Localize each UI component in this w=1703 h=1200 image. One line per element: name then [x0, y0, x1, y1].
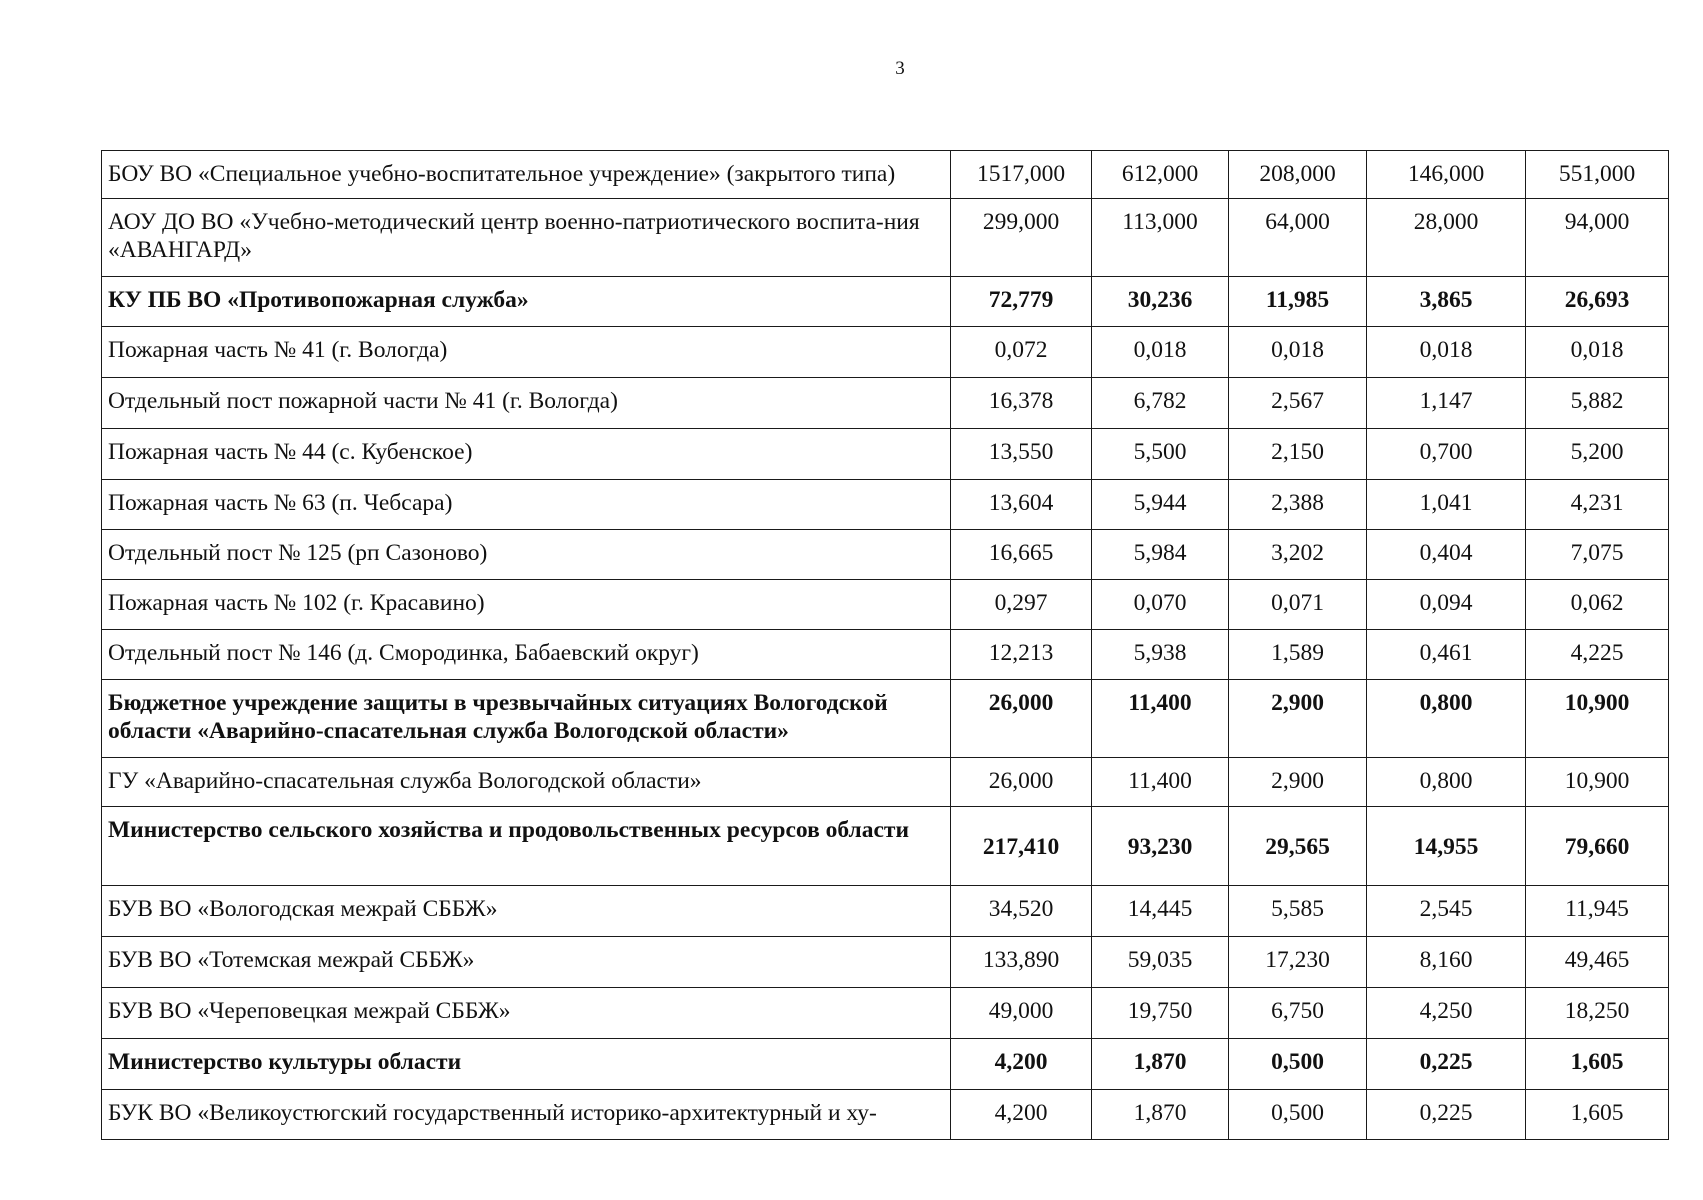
value-cell-col-4: 0,461	[1367, 630, 1526, 680]
value-cell-col-5: 0,062	[1526, 580, 1669, 630]
row-name-cell: Министерство сельского хозяйства и продовольственных ресурсов области	[102, 807, 951, 886]
value-cell-col-1: 13,550	[951, 429, 1092, 480]
value-cell-col-3: 6,750	[1229, 988, 1367, 1039]
value-cell-col-1: 16,378	[951, 378, 1092, 429]
value-cell-col-1: 13,604	[951, 480, 1092, 530]
row-name-cell: БУК ВО «Великоустюгский государственный историко-архитектурный и ху-	[102, 1090, 951, 1140]
value-cell-col-5: 5,882	[1526, 378, 1669, 429]
table-row	[102, 480, 1669, 530]
value-cell-col-2: 19,750	[1092, 988, 1229, 1039]
table-row	[102, 199, 1669, 277]
value-cell-col-2: 5,500	[1092, 429, 1229, 480]
value-cell-col-2: 5,938	[1092, 630, 1229, 680]
value-cell-col-3: 0,071	[1229, 580, 1367, 630]
value-cell-col-5: 79,660	[1526, 807, 1669, 886]
value-cell-col-3: 11,985	[1229, 277, 1367, 327]
value-cell-col-5: 1,605	[1526, 1090, 1669, 1140]
row-name-cell: Отдельный пост пожарной части № 41 (г. Вологда)	[102, 378, 951, 429]
value-cell-col-1: 26,000	[951, 680, 1092, 758]
value-cell-col-5: 10,900	[1526, 680, 1669, 758]
value-cell-col-2: 6,782	[1092, 378, 1229, 429]
value-cell-col-4: 1,147	[1367, 378, 1526, 429]
table-row	[102, 886, 1669, 937]
table-row	[102, 151, 1669, 199]
table-row	[102, 988, 1669, 1039]
value-cell-col-4: 0,404	[1367, 530, 1526, 580]
value-cell-col-5: 49,465	[1526, 937, 1669, 988]
table-row	[102, 429, 1669, 480]
value-cell-col-5: 26,693	[1526, 277, 1669, 327]
value-cell-col-3: 3,202	[1229, 530, 1367, 580]
value-cell-col-4: 4,250	[1367, 988, 1526, 1039]
value-cell-col-5: 4,231	[1526, 480, 1669, 530]
value-cell-col-3: 0,018	[1229, 327, 1367, 378]
table-row	[102, 378, 1669, 429]
value-cell-col-2: 5,944	[1092, 480, 1229, 530]
value-cell-col-2: 0,070	[1092, 580, 1229, 630]
value-cell-col-5: 10,900	[1526, 758, 1669, 807]
value-cell-col-1: 217,410	[951, 807, 1092, 886]
value-cell-col-5: 18,250	[1526, 988, 1669, 1039]
value-cell-col-5: 4,225	[1526, 630, 1669, 680]
value-cell-col-4: 0,800	[1367, 758, 1526, 807]
value-cell-col-2: 0,018	[1092, 327, 1229, 378]
value-cell-col-3: 2,900	[1229, 680, 1367, 758]
value-cell-col-4: 0,018	[1367, 327, 1526, 378]
value-cell-col-1: 72,779	[951, 277, 1092, 327]
row-name-cell: Пожарная часть № 41 (г. Вологда)	[102, 327, 951, 378]
value-cell-col-4: 28,000	[1367, 199, 1526, 277]
value-cell-col-5: 1,605	[1526, 1039, 1669, 1090]
value-cell-col-3: 29,565	[1229, 807, 1367, 886]
row-name-cell: БУВ ВО «Череповецкая межрай СББЖ»	[102, 988, 951, 1039]
value-cell-col-1: 26,000	[951, 758, 1092, 807]
row-name-cell: БУВ ВО «Вологодская межрай СББЖ»	[102, 886, 951, 937]
row-name-cell: Пожарная часть № 102 (г. Красавино)	[102, 580, 951, 630]
value-cell-col-5: 94,000	[1526, 199, 1669, 277]
value-cell-col-5: 5,200	[1526, 429, 1669, 480]
value-cell-col-2: 11,400	[1092, 680, 1229, 758]
value-cell-col-2: 93,230	[1092, 807, 1229, 886]
value-cell-col-3: 0,500	[1229, 1090, 1367, 1140]
value-cell-col-4: 0,700	[1367, 429, 1526, 480]
table-row	[102, 1039, 1669, 1090]
value-cell-col-3: 64,000	[1229, 199, 1367, 277]
value-cell-col-1: 12,213	[951, 630, 1092, 680]
value-cell-col-5: 551,000	[1526, 151, 1669, 199]
value-cell-col-1: 1517,000	[951, 151, 1092, 199]
value-cell-col-1: 133,890	[951, 937, 1092, 988]
value-cell-col-2: 1,870	[1092, 1039, 1229, 1090]
value-cell-col-5: 0,018	[1526, 327, 1669, 378]
table-row	[102, 807, 1669, 886]
value-cell-col-1: 0,072	[951, 327, 1092, 378]
row-name-cell: Бюджетное учреждение защиты в чрезвычайных ситуациях Вологодской области «Аварийно-спасательная служба Вологодской области»	[102, 680, 951, 758]
value-cell-col-2: 612,000	[1092, 151, 1229, 199]
value-cell-col-4: 146,000	[1367, 151, 1526, 199]
value-cell-col-5: 11,945	[1526, 886, 1669, 937]
value-cell-col-1: 299,000	[951, 199, 1092, 277]
value-cell-col-4: 2,545	[1367, 886, 1526, 937]
value-cell-col-3: 208,000	[1229, 151, 1367, 199]
value-cell-col-3: 2,567	[1229, 378, 1367, 429]
value-cell-col-3: 0,500	[1229, 1039, 1367, 1090]
value-cell-col-2: 113,000	[1092, 199, 1229, 277]
value-cell-col-3: 2,150	[1229, 429, 1367, 480]
table-row	[102, 937, 1669, 988]
row-name-cell: АОУ ДО ВО «Учебно-методический центр военно-патриотического воспита-ния «АВАНГАРД»	[102, 199, 951, 277]
table-row	[102, 327, 1669, 378]
value-cell-col-4: 8,160	[1367, 937, 1526, 988]
value-cell-col-4: 0,800	[1367, 680, 1526, 758]
value-cell-col-1: 0,297	[951, 580, 1092, 630]
value-cell-col-1: 16,665	[951, 530, 1092, 580]
row-name-cell: Отдельный пост № 146 (д. Смородинка, Бабаевский округ)	[102, 630, 951, 680]
budget-table	[101, 150, 1669, 1140]
value-cell-col-4: 14,955	[1367, 807, 1526, 886]
row-name-cell: ГУ «Аварийно-спасательная служба Вологодской области»	[102, 758, 951, 807]
value-cell-col-2: 30,236	[1092, 277, 1229, 327]
row-name-cell: Отдельный пост № 125 (рп Сазоново)	[102, 530, 951, 580]
row-name-cell: Пожарная часть № 63 (п. Чебсара)	[102, 480, 951, 530]
row-name-cell: БУВ ВО «Тотемская межрай СББЖ»	[102, 937, 951, 988]
value-cell-col-4: 0,094	[1367, 580, 1526, 630]
table-row	[102, 1090, 1669, 1140]
value-cell-col-3: 1,589	[1229, 630, 1367, 680]
table-row	[102, 758, 1669, 807]
value-cell-col-2: 11,400	[1092, 758, 1229, 807]
row-name-cell: Министерство культуры области	[102, 1039, 951, 1090]
value-cell-col-4: 1,041	[1367, 480, 1526, 530]
row-name-cell: Пожарная часть № 44 (с. Кубенское)	[102, 429, 951, 480]
value-cell-col-2: 14,445	[1092, 886, 1229, 937]
value-cell-col-3: 2,900	[1229, 758, 1367, 807]
value-cell-col-2: 5,984	[1092, 530, 1229, 580]
value-cell-col-5: 7,075	[1526, 530, 1669, 580]
table-row	[102, 630, 1669, 680]
value-cell-col-2: 1,870	[1092, 1090, 1229, 1140]
value-cell-col-4: 0,225	[1367, 1090, 1526, 1140]
value-cell-col-1: 34,520	[951, 886, 1092, 937]
value-cell-col-3: 17,230	[1229, 937, 1367, 988]
table-row	[102, 680, 1669, 758]
value-cell-col-4: 0,225	[1367, 1039, 1526, 1090]
value-cell-col-1: 4,200	[951, 1039, 1092, 1090]
table-body	[102, 151, 1669, 1140]
page-number: 3	[895, 58, 905, 79]
row-name-cell: БОУ ВО «Специальное учебно-воспитательное учреждение» (закрытого типа)	[102, 151, 951, 199]
value-cell-col-4: 3,865	[1367, 277, 1526, 327]
table-row	[102, 580, 1669, 630]
table-row	[102, 277, 1669, 327]
value-cell-col-1: 49,000	[951, 988, 1092, 1039]
value-cell-col-3: 2,388	[1229, 480, 1367, 530]
value-cell-col-1: 4,200	[951, 1090, 1092, 1140]
value-cell-col-2: 59,035	[1092, 937, 1229, 988]
table-row	[102, 530, 1669, 580]
row-name-cell: КУ ПБ ВО «Противопожарная служба»	[102, 277, 951, 327]
value-cell-col-3: 5,585	[1229, 886, 1367, 937]
